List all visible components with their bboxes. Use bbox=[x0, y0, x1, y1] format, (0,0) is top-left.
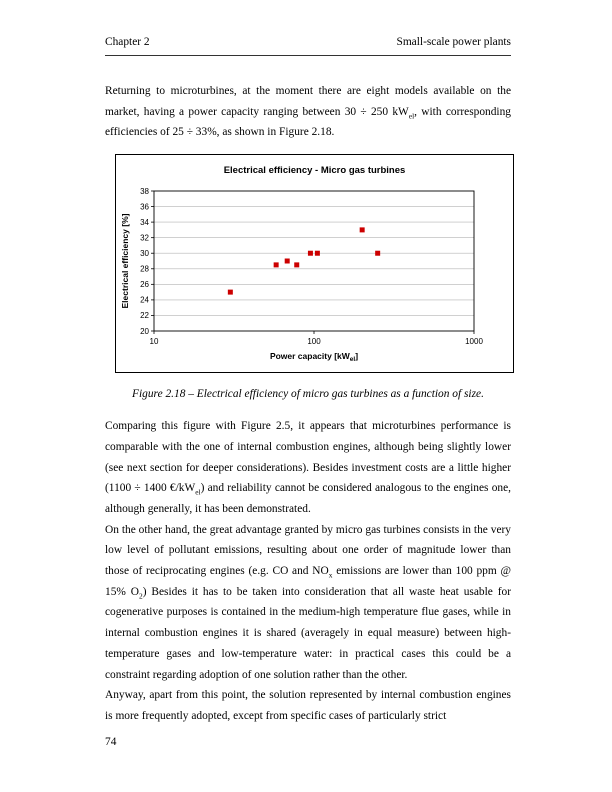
svg-text:20: 20 bbox=[140, 326, 149, 336]
intro-paragraph: Returning to microturbines, at the moment there are eight models available on the market, having a power capacity ranging between 30 ÷ 250 $kW_{el}$, with corresponding efficiencies of 25 ÷ 33%, as shown in Figure 2.18. bbox=[105, 85, 511, 139]
figure-box bbox=[115, 154, 514, 373]
svg-text:Power capacity [kWel]: Power capacity $[kW_{el}]$ bbox=[269, 351, 359, 363]
page-number: 74 bbox=[105, 736, 117, 748]
svg-text:38: 38 bbox=[140, 186, 149, 196]
svg-text:Electrical efficiency - Micro: Electrical efficiency - Micro gas turbines bbox=[223, 165, 406, 177]
header-book-title: Small-scale power plants bbox=[396, 36, 511, 48]
figure-caption: Figure 2.18 – Electrical efficiency of micro gas turbines as a function of size. bbox=[132, 388, 484, 401]
svg-text:26: 26 bbox=[140, 280, 149, 290]
svg-text:22: 22 bbox=[140, 311, 149, 321]
svg-text:36: 36 bbox=[140, 202, 149, 212]
efficiency-chart bbox=[116, 155, 513, 372]
svg-text:34: 34 bbox=[140, 218, 149, 228]
svg-text:32: 32 bbox=[140, 233, 149, 243]
svg-text:28: 28 bbox=[140, 264, 149, 274]
page-header bbox=[105, 36, 511, 56]
svg-text:24: 24 bbox=[140, 295, 149, 305]
svg-text:10: 10 bbox=[149, 337, 159, 347]
paragraph-comparison: Comparing this figure with Figure 2.5, it appears that microturbines performance is comparable with the one of internal combustion engines, although being slightly lower (see next section for deeper considerations). Besides investment costs are a little higher (1100 ÷ 1400 $€/kW_{el}$) and reliability cannot be considered analogous to the engines one, although generally, it has been demonstrated. bbox=[105, 420, 511, 515]
paragraph-emissions: On the other hand, the great advantage granted by micro gas turbines consists in the very low level of pollutant emissions, resulting about one order of magnitude lower than those of reciprocating engines (e.g. CO and $NO_x$ emissions are lower than 100 ppm @ 15% $O_2$) Besides it has to be taken into consideration that all waste heat usable for cogenerative purposes is contained in the medium-high temperature flue gases, while in internal combustion engines it is shared (averagely in equal measure) between high-temperature gases and low-temperature water: in practical cases this could be a constraint regarding adoption of one solution rather than the other. bbox=[105, 523, 511, 681]
svg-text:Electrical efficiency [%]: Electrical efficiency [%] bbox=[120, 213, 130, 309]
header-chapter-label: Chapter 2 bbox=[105, 36, 150, 48]
svg-text:100: 100 bbox=[307, 337, 321, 347]
svg-text:1000: 1000 bbox=[465, 337, 483, 347]
page-content bbox=[105, 81, 511, 727]
svg-text:30: 30 bbox=[140, 249, 149, 259]
paragraph-conclusion: Anyway, apart from this point, the solution represented by internal combustion engines is more frequently adopted, except from specific cases of particularly strict bbox=[105, 689, 511, 722]
